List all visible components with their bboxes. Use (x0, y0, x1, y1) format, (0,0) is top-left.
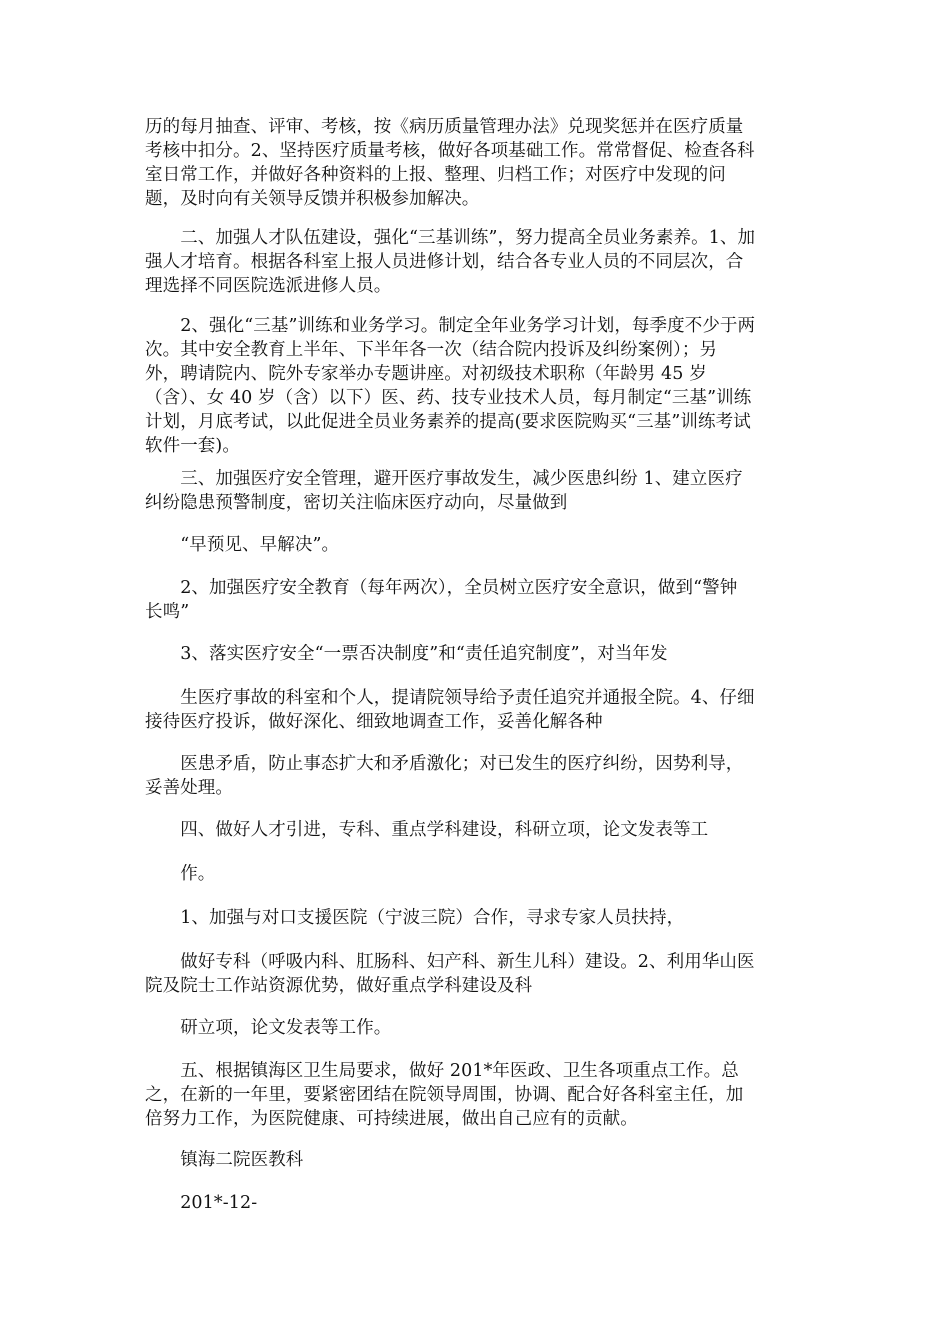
paragraph-section-four-cont (145, 862, 805, 886)
paragraph-veto-system (145, 642, 805, 666)
paragraph-safety-education (145, 576, 805, 624)
text-line: 题，及时向有关领导反馈并积极参加解决。 (145, 189, 480, 209)
text-line: 201*-12- (145, 1193, 258, 1213)
text-line: 3、落实医疗安全“一票否决制度”和“责任追究制度”，对当年发 (145, 644, 668, 664)
text-line: 研立项，论文发表等工作。 (145, 1018, 392, 1038)
paragraph-partner-hospital (145, 906, 805, 930)
text-line: 2、强化“三基”训练和业务学习。制定全年业务学习计划，每季度不少于两 (145, 316, 756, 336)
text-line: 三、加强医疗安全管理，避开医疗事故发生，减少医患纠纷 1、建立医疗 (145, 469, 743, 489)
text-line: 之，在新的一年里，要紧密团结在院领导周围，协调、配合好各科室主任，加 (145, 1085, 744, 1105)
text-line: 次。其中安全教育上半年、下半年各一次（结合院内投诉及纠纷案例）；另 (145, 340, 718, 360)
text-line: 2、加强医疗安全教育（每年两次），全员树立医疗安全意识，做到“警钟 (145, 578, 738, 598)
text-line: 做好专科（呼吸内科、肛肠科、妇产科、新生儿科）建设。2、利用华山医 (145, 952, 755, 972)
text-line: （含）、女 40 岁（含）以下）医、药、技专业技术人员，每月制定“三基”训练 (145, 388, 752, 408)
paragraph-early-prevention (145, 533, 805, 557)
text-line: 软件一套)。 (145, 436, 240, 456)
paragraph-specialty-building (145, 950, 805, 998)
text-line: 倍努力工作，为医院健康、可持续进展，做出自己应有的贡献。 (145, 1109, 638, 1129)
text-line: 医患矛盾，防止事态扩大和矛盾激化；对已发生的医疗纠纷，因势利导， (145, 754, 744, 774)
text-line: 强人才培育。根据各科室上报人员进修计划，结合各专业人员的不同层次，合 (145, 252, 744, 272)
text-line: 考核中扣分。2、坚持医疗质量考核，做好各项基础工作。常常督促、检查各科 (145, 141, 755, 161)
paragraph-research-projects (145, 1016, 805, 1040)
text-line: 纠纷隐患预警制度，密切关注临床医疗动向，尽量做到 (145, 493, 568, 513)
paragraph-dispute-handling (145, 752, 805, 800)
text-line: 1、加强与对口支援医院（宁波三院）合作，寻求专家人员扶持， (145, 908, 685, 928)
signature-date (145, 1191, 805, 1215)
text-line: 外，聘请院内、院外专家举办专题讲座。对初级技术职称（年龄男 45 岁 (145, 364, 707, 384)
paragraph-quality-assessment (145, 115, 805, 211)
text-line: 五、根据镇海区卫生局要求，做好 201*年医政、卫生各项重点工作。总 (145, 1061, 739, 1081)
text-line: 妥善处理。 (145, 778, 233, 798)
paragraph-section-five (145, 1059, 805, 1131)
text-line: 接待医疗投诉，做好深化、细致地调查工作，妥善化解各种 (145, 712, 603, 732)
text-line: 作。 (145, 864, 216, 884)
paragraph-section-three (145, 467, 805, 515)
text-line: 理选择不同医院选派进修人员。 (145, 276, 392, 296)
text-line: 长鸣” (145, 602, 190, 622)
text-line: 历的每月抽查、评审、考核，按《病历质量管理办法》兑现奖惩并在医疗质量 (145, 117, 744, 137)
paragraph-section-two (145, 226, 805, 298)
text-line: 生医疗事故的科室和个人，提请院领导给予责任追究并通报全院。4、仔细 (145, 688, 755, 708)
text-line: 镇海二院医教科 (145, 1150, 304, 1170)
paragraph-accountability (145, 686, 805, 734)
text-line: 院及院士工作站资源优势，做好重点学科建设及科 (145, 976, 533, 996)
text-line: 室日常工作，并做好各种资料的上报、整理、归档工作；对医疗中发现的问 (145, 165, 726, 185)
paragraph-three-basics-training (145, 314, 805, 458)
text-line: 计划，月底考试，以此促进全员业务素养的提高(要求医院购买“三基”训练考试 (145, 412, 751, 432)
text-line: “早预见、早解决”。 (145, 535, 340, 555)
paragraph-section-four (145, 818, 805, 842)
signature-department (145, 1148, 805, 1172)
text-line: 二、加强人才队伍建设，强化“三基训练”，努力提高全员业务素养。1、加 (145, 228, 756, 248)
text-line: 四、做好人才引进，专科、重点学科建设，科研立项，论文发表等工 (145, 820, 709, 840)
